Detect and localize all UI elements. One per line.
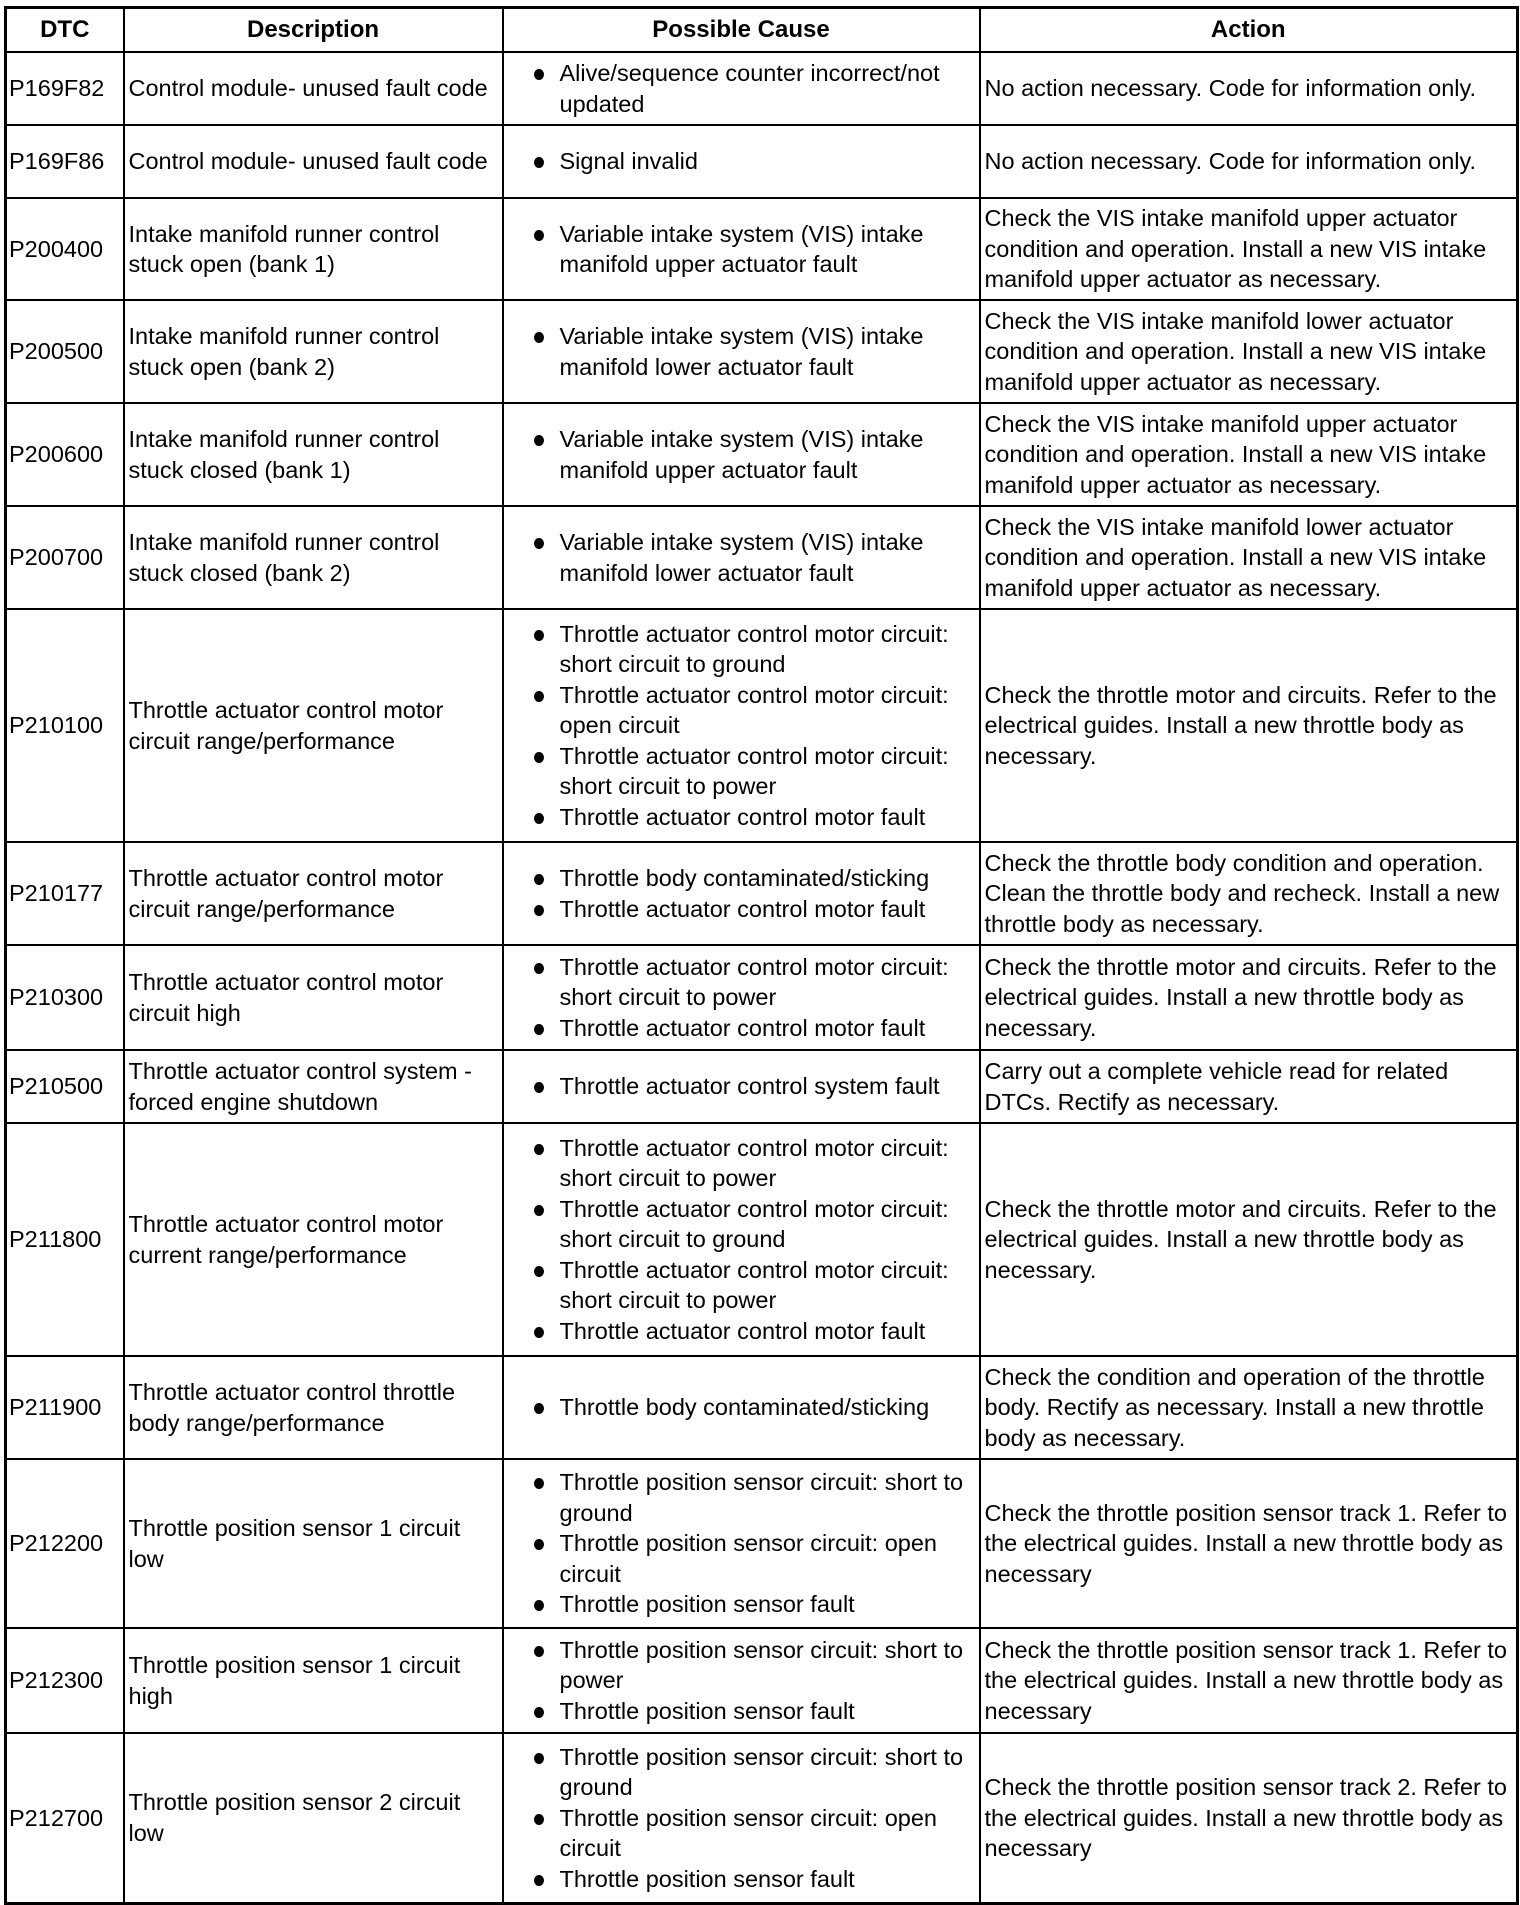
- dtc-code: P212200: [6, 1459, 124, 1628]
- dtc-code: P200700: [6, 506, 124, 609]
- description: Throttle actuator control motor circuit range/performance: [124, 609, 503, 842]
- cause-item: Throttle actuator control motor fault: [508, 1316, 975, 1347]
- dtc-code: P200600: [6, 403, 124, 506]
- description: Throttle actuator control motor circuit range/performance: [124, 842, 503, 945]
- action: Check the throttle position sensor track 1. Refer to the electrical guides. Install a new throttle body as necessary: [980, 1459, 1518, 1628]
- description: Throttle actuator control throttle body range/performance: [124, 1356, 503, 1459]
- table-row: [6, 945, 1518, 1050]
- description: Throttle position sensor 1 circuit low: [124, 1459, 503, 1628]
- header-row: [6, 8, 1518, 53]
- cause-list: [508, 146, 975, 177]
- cause-list: [508, 58, 975, 119]
- header-dtc: DTC: [6, 8, 124, 53]
- cause-item: Throttle position sensor circuit: open circuit: [508, 1528, 975, 1589]
- action: Check the VIS intake manifold lower actuator condition and operation. Install a new VIS intake manifold upper actuator as necessary.: [980, 300, 1518, 403]
- cause-item: Variable intake system (VIS) intake manifold lower actuator fault: [508, 527, 975, 588]
- action: No action necessary. Code for information only.: [980, 125, 1518, 198]
- description: Intake manifold runner control stuck open (bank 2): [124, 300, 503, 403]
- cause-item: Throttle position sensor circuit: short to ground: [508, 1742, 975, 1803]
- cause-item: Throttle actuator control motor circuit: short circuit to power: [508, 1133, 975, 1194]
- description: Control module- unused fault code: [124, 125, 503, 198]
- possible-causes: [503, 403, 980, 506]
- table-row: [6, 609, 1518, 842]
- cause-item: Throttle position sensor fault: [508, 1696, 975, 1727]
- cause-item: Throttle actuator control motor circuit: short circuit to power: [508, 741, 975, 802]
- cause-item: Throttle actuator control motor circuit: short circuit to power: [508, 952, 975, 1013]
- cause-list: [508, 219, 975, 280]
- action: Check the throttle motor and circuits. Refer to the electrical guides. Install a new throttle body as necessary.: [980, 945, 1518, 1050]
- cause-item: Alive/sequence counter incorrect/not updated: [508, 58, 975, 119]
- cause-item: Throttle body contaminated/sticking: [508, 863, 975, 894]
- description: Intake manifold runner control stuck closed (bank 1): [124, 403, 503, 506]
- dtc-code: P200400: [6, 198, 124, 300]
- dtc-code: P211900: [6, 1356, 124, 1459]
- action: Check the throttle motor and circuits. Refer to the electrical guides. Install a new throttle body as necessary.: [980, 609, 1518, 842]
- table-row: [6, 125, 1518, 198]
- cause-item: Throttle actuator control motor circuit: short circuit to power: [508, 1255, 975, 1316]
- possible-causes: [503, 300, 980, 403]
- possible-causes: [503, 1050, 980, 1123]
- table-row: [6, 1733, 1518, 1903]
- dtc-code: P169F86: [6, 125, 124, 198]
- cause-item: Throttle actuator control motor circuit: short circuit to ground: [508, 619, 975, 680]
- action: Carry out a complete vehicle read for related DTCs. Rectify as necessary.: [980, 1050, 1518, 1123]
- cause-list: [508, 1133, 975, 1347]
- action: No action necessary. Code for information only.: [980, 52, 1518, 125]
- table-row: [6, 1459, 1518, 1628]
- possible-causes: [503, 125, 980, 198]
- possible-causes: [503, 506, 980, 609]
- possible-causes: [503, 945, 980, 1050]
- dtc-table: [4, 6, 1519, 1905]
- action: Check the throttle motor and circuits. Refer to the electrical guides. Install a new throttle body as necessary.: [980, 1123, 1518, 1356]
- cause-list: [508, 863, 975, 924]
- dtc-code: P212700: [6, 1733, 124, 1903]
- cause-item: Variable intake system (VIS) intake manifold upper actuator fault: [508, 424, 975, 485]
- possible-causes: [503, 1628, 980, 1733]
- table-row: [6, 506, 1518, 609]
- action: Check the throttle position sensor track 2. Refer to the electrical guides. Install a new throttle body as necessary: [980, 1733, 1518, 1903]
- dtc-code: P169F82: [6, 52, 124, 125]
- cause-item: Throttle position sensor circuit: open circuit: [508, 1803, 975, 1864]
- description: Intake manifold runner control stuck open (bank 1): [124, 198, 503, 300]
- dtc-code: P210177: [6, 842, 124, 945]
- cause-list: [508, 1742, 975, 1895]
- cause-item: Throttle actuator control motor fault: [508, 802, 975, 833]
- table-row: [6, 1628, 1518, 1733]
- cause-item: Throttle position sensor circuit: short to power: [508, 1635, 975, 1696]
- cause-list: [508, 424, 975, 485]
- description: Throttle actuator control system - forced engine shutdown: [124, 1050, 503, 1123]
- table-row: [6, 842, 1518, 945]
- dtc-code: P210500: [6, 1050, 124, 1123]
- header-action: Action: [980, 8, 1518, 53]
- action: Check the VIS intake manifold upper actuator condition and operation. Install a new VIS intake manifold upper actuator as necessary.: [980, 403, 1518, 506]
- cause-item: Throttle actuator control motor fault: [508, 1013, 975, 1044]
- action: Check the VIS intake manifold upper actuator condition and operation. Install a new VIS intake manifold upper actuator as necessary.: [980, 198, 1518, 300]
- action: Check the VIS intake manifold lower actuator condition and operation. Install a new VIS intake manifold upper actuator as necessary.: [980, 506, 1518, 609]
- table-row: [6, 1050, 1518, 1123]
- cause-item: Throttle position sensor fault: [508, 1864, 975, 1895]
- cause-list: [508, 619, 975, 833]
- table-row: [6, 403, 1518, 506]
- description: Intake manifold runner control stuck closed (bank 2): [124, 506, 503, 609]
- cause-item: Signal invalid: [508, 146, 975, 177]
- cause-item: Throttle position sensor circuit: short to ground: [508, 1467, 975, 1528]
- dtc-code: P200500: [6, 300, 124, 403]
- cause-item: Throttle actuator control system fault: [508, 1071, 975, 1102]
- header-possible-cause: Possible Cause: [503, 8, 980, 53]
- action: Check the throttle position sensor track 1. Refer to the electrical guides. Install a new throttle body as necessary: [980, 1628, 1518, 1733]
- possible-causes: [503, 1733, 980, 1903]
- cause-item: Variable intake system (VIS) intake manifold lower actuator fault: [508, 321, 975, 382]
- cause-item: Throttle actuator control motor circuit: short circuit to ground: [508, 1194, 975, 1255]
- cause-list: [508, 1392, 975, 1423]
- table-row: [6, 1356, 1518, 1459]
- dtc-code: P211800: [6, 1123, 124, 1356]
- action: Check the throttle body condition and operation. Clean the throttle body and recheck. Install a new throttle body as necessary.: [980, 842, 1518, 945]
- description: Throttle actuator control motor circuit high: [124, 945, 503, 1050]
- possible-causes: [503, 198, 980, 300]
- dtc-code: P210100: [6, 609, 124, 842]
- possible-causes: [503, 609, 980, 842]
- table-row: [6, 1123, 1518, 1356]
- possible-causes: [503, 842, 980, 945]
- cause-list: [508, 1071, 975, 1102]
- description: Throttle actuator control motor current range/performance: [124, 1123, 503, 1356]
- possible-causes: [503, 1459, 980, 1628]
- cause-item: Throttle body contaminated/sticking: [508, 1392, 975, 1423]
- description: Throttle position sensor 1 circuit high: [124, 1628, 503, 1733]
- cause-item: Throttle actuator control motor fault: [508, 894, 975, 925]
- possible-causes: [503, 1356, 980, 1459]
- cause-item: Throttle actuator control motor circuit: open circuit: [508, 680, 975, 741]
- table-row: [6, 198, 1518, 300]
- cause-list: [508, 952, 975, 1044]
- dtc-code: P210300: [6, 945, 124, 1050]
- description: Control module- unused fault code: [124, 52, 503, 125]
- table-row: [6, 52, 1518, 125]
- header-description: Description: [124, 8, 503, 53]
- cause-list: [508, 1635, 975, 1727]
- possible-causes: [503, 1123, 980, 1356]
- cause-list: [508, 1467, 975, 1620]
- action: Check the condition and operation of the throttle body. Rectify as necessary. Install a new throttle body as necessary.: [980, 1356, 1518, 1459]
- description: Throttle position sensor 2 circuit low: [124, 1733, 503, 1903]
- cause-item: Variable intake system (VIS) intake manifold upper actuator fault: [508, 219, 975, 280]
- table-row: [6, 300, 1518, 403]
- possible-causes: [503, 52, 980, 125]
- cause-item: Throttle position sensor fault: [508, 1589, 975, 1620]
- cause-list: [508, 321, 975, 382]
- dtc-code: P212300: [6, 1628, 124, 1733]
- cause-list: [508, 527, 975, 588]
